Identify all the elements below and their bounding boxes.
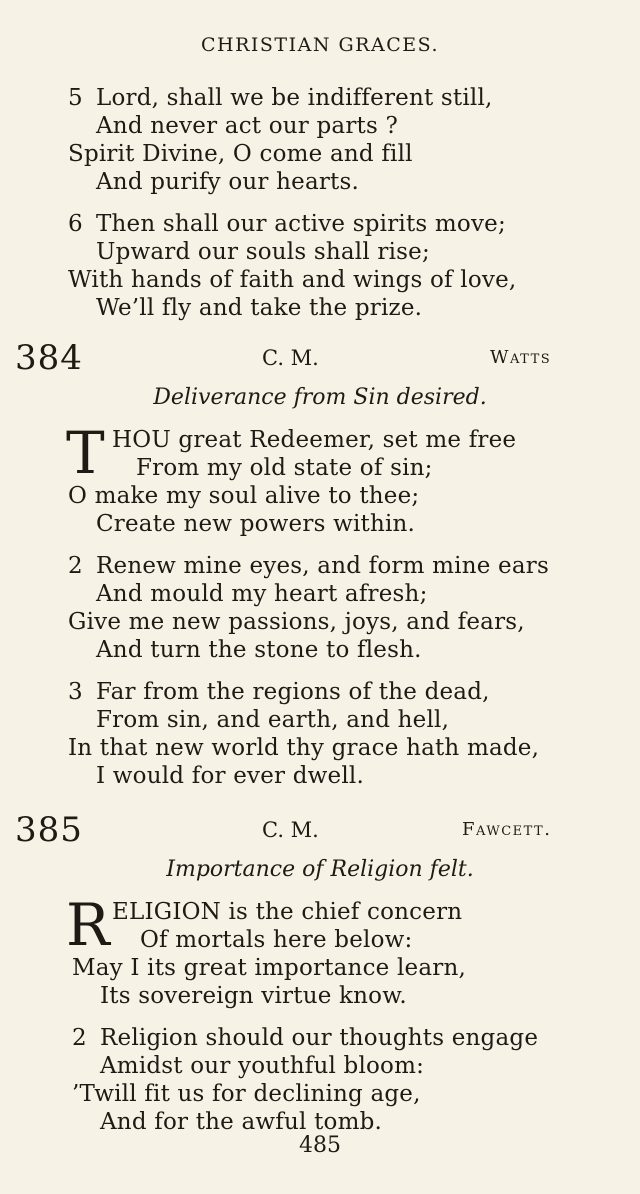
hymn-number: 385: [15, 810, 83, 850]
verse-line: Give me new passions, joys, and fears,: [68, 609, 525, 635]
verse-number: 2: [72, 1025, 87, 1051]
running-header: CHRISTIAN GRACES.: [201, 34, 439, 56]
hymn-author: Watts: [490, 347, 552, 368]
verse-line: Renew mine eyes, and form mine ears: [96, 553, 549, 579]
verse-line: And purify our hearts.: [96, 169, 360, 195]
verse-number: 5: [68, 85, 83, 111]
hymn-author: Fawcett.: [462, 819, 552, 840]
verse-line: In that new world thy grace hath made,: [68, 735, 540, 761]
drop-cap: R: [66, 891, 110, 959]
verse-line: I would for ever dwell.: [96, 763, 364, 789]
hymn-title: Importance of Religion felt.: [166, 857, 474, 882]
verse-line: HOU great Redeemer, set me free: [112, 427, 517, 453]
verse-line: ELIGION is the chief concern: [112, 899, 463, 925]
hymn-meter: C. M.: [262, 818, 319, 842]
verse-line: Religion should our thoughts engage: [100, 1025, 539, 1051]
verse-line: Upward our souls shall rise;: [96, 239, 430, 265]
verse-line: Spirit Divine, O come and fill: [68, 141, 413, 167]
drop-cap: T: [66, 419, 105, 487]
verse-line: O make my soul alive to thee;: [68, 483, 420, 509]
hymn-number: 384: [15, 338, 83, 378]
verse-line: ’Twill fit us for declining age,: [72, 1081, 421, 1107]
verse-line: And mould my heart afresh;: [96, 581, 428, 607]
verse-line: And never act our parts ?: [96, 113, 399, 139]
verse-line: Its sovereign virtue know.: [100, 983, 407, 1009]
verse-number: 3: [68, 679, 83, 705]
verse-line: And turn the stone to flesh.: [96, 637, 422, 663]
verse-line: Of mortals here below:: [140, 927, 413, 953]
verse-line: Then shall our active spirits move;: [96, 211, 506, 237]
verse-line: And for the awful tomb.: [100, 1109, 383, 1135]
hymn-title: Deliverance from Sin desired.: [153, 385, 487, 410]
verse-line: With hands of faith and wings of love,: [68, 267, 517, 293]
verse-number: 2: [68, 553, 83, 579]
verse-line: Create new powers within.: [96, 511, 416, 537]
verse-line: From my old state of sin;: [136, 455, 433, 481]
verse-number: 6: [68, 211, 83, 237]
verse-line: May I its great importance learn,: [72, 955, 466, 981]
verse-line: From sin, and earth, and hell,: [96, 707, 450, 733]
hymn-meter: C. M.: [262, 346, 319, 370]
verse-line: Amidst our youthful bloom:: [100, 1053, 425, 1079]
verse-line: Far from the regions of the dead,: [96, 679, 490, 705]
page-number: 485: [299, 1133, 341, 1158]
verse-line: Lord, shall we be indifferent still,: [96, 85, 493, 111]
verse-line: We’ll fly and take the prize.: [96, 295, 423, 321]
